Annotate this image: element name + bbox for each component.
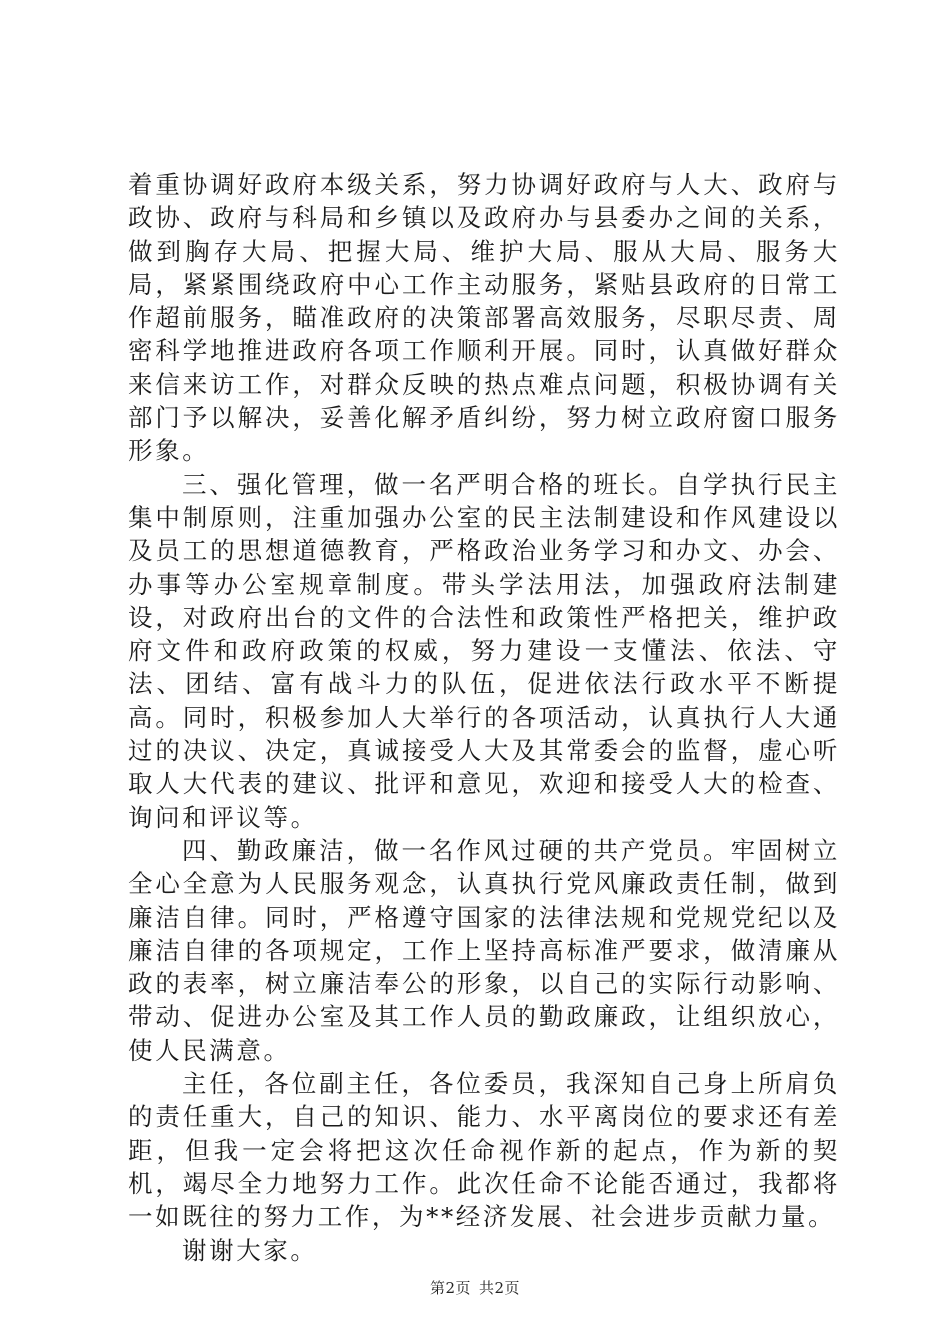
page-number: 第2页 xyxy=(429,1279,471,1297)
paragraph-1: 着重协调好政府本级关系，努力协调好政府与人大、政府与政协、政府与科局和乡镇以及政府办与县委办之间的关系，做到胸存大局、把握大局、维护大局、服从大局、服务大局，紧紧围绕政府中心工作主动服务，紧贴县政府的日常工作超前服务，瞄准政府的决策部署高效服务，尽职尽责、周密科学地推进政府各项工作顺利开展。同时，认真做好群众来信来访工作，对群众反映的热点难点问题，积极协调有关部门予以解决，妥善化解矛盾纠纷，努力树立政府窗口服务形象。 xyxy=(128,170,840,466)
paragraph-4: 主任，各位副主任，各位委员，我深知自己身上所肩负的责任重大，自己的知识、能力、水平离岗位的要求还有差距，但我一定会将把这次任命视作新的起点，作为新的契机，竭尽全力地努力工作。此次任命不论能否通过，我都将一如既往的努力工作，为**经济发展、社会进步贡献力量。 xyxy=(128,1069,840,1232)
document-body xyxy=(128,168,840,1267)
paragraph-3: 四、勤政廉洁，做一名作风过硬的共产党员。牢固树立全心全意为人民服务观念，认真执行党风廉政责任制，做到廉洁自律。同时，严格遵守国家的法律法规和党规党纪以及廉洁自律的各项规定，工作上坚持高标准严要求，做清廉从政的表率，树立廉洁奉公的形象，以自己的实际行动影响、带动、促进办公室及其工作人员的勤政廉政，让组织放心，使人民满意。 xyxy=(128,835,840,1065)
paragraph-5: 谢谢大家。 xyxy=(182,1235,318,1265)
page-footer xyxy=(0,1278,950,1298)
paragraph-2: 三、强化管理，做一名严明合格的班长。自学执行民主集中制原则，注重加强办公室的民主法制建设和作风建设以及员工的思想道德教育，严格政治业务学习和办文、办会、办事等办公室规章制度。带头学法用法，加强政府法制建设，对政府出台的文件的合法性和政策性严格把关，维护政府文件和政府政策的权威，努力建设一支懂法、依法、守法、团结、富有战斗力的队伍，促进依法行政水平不断提高。同时，积极参加人大举行的各项活动，认真执行人大通过的决议、决定，真诚接受人大及其常委会的监督，虚心听取人大代表的建议、批评和意见，欢迎和接受人大的检查、询问和评议等。 xyxy=(128,469,840,832)
page-total: 共2页 xyxy=(479,1279,521,1297)
